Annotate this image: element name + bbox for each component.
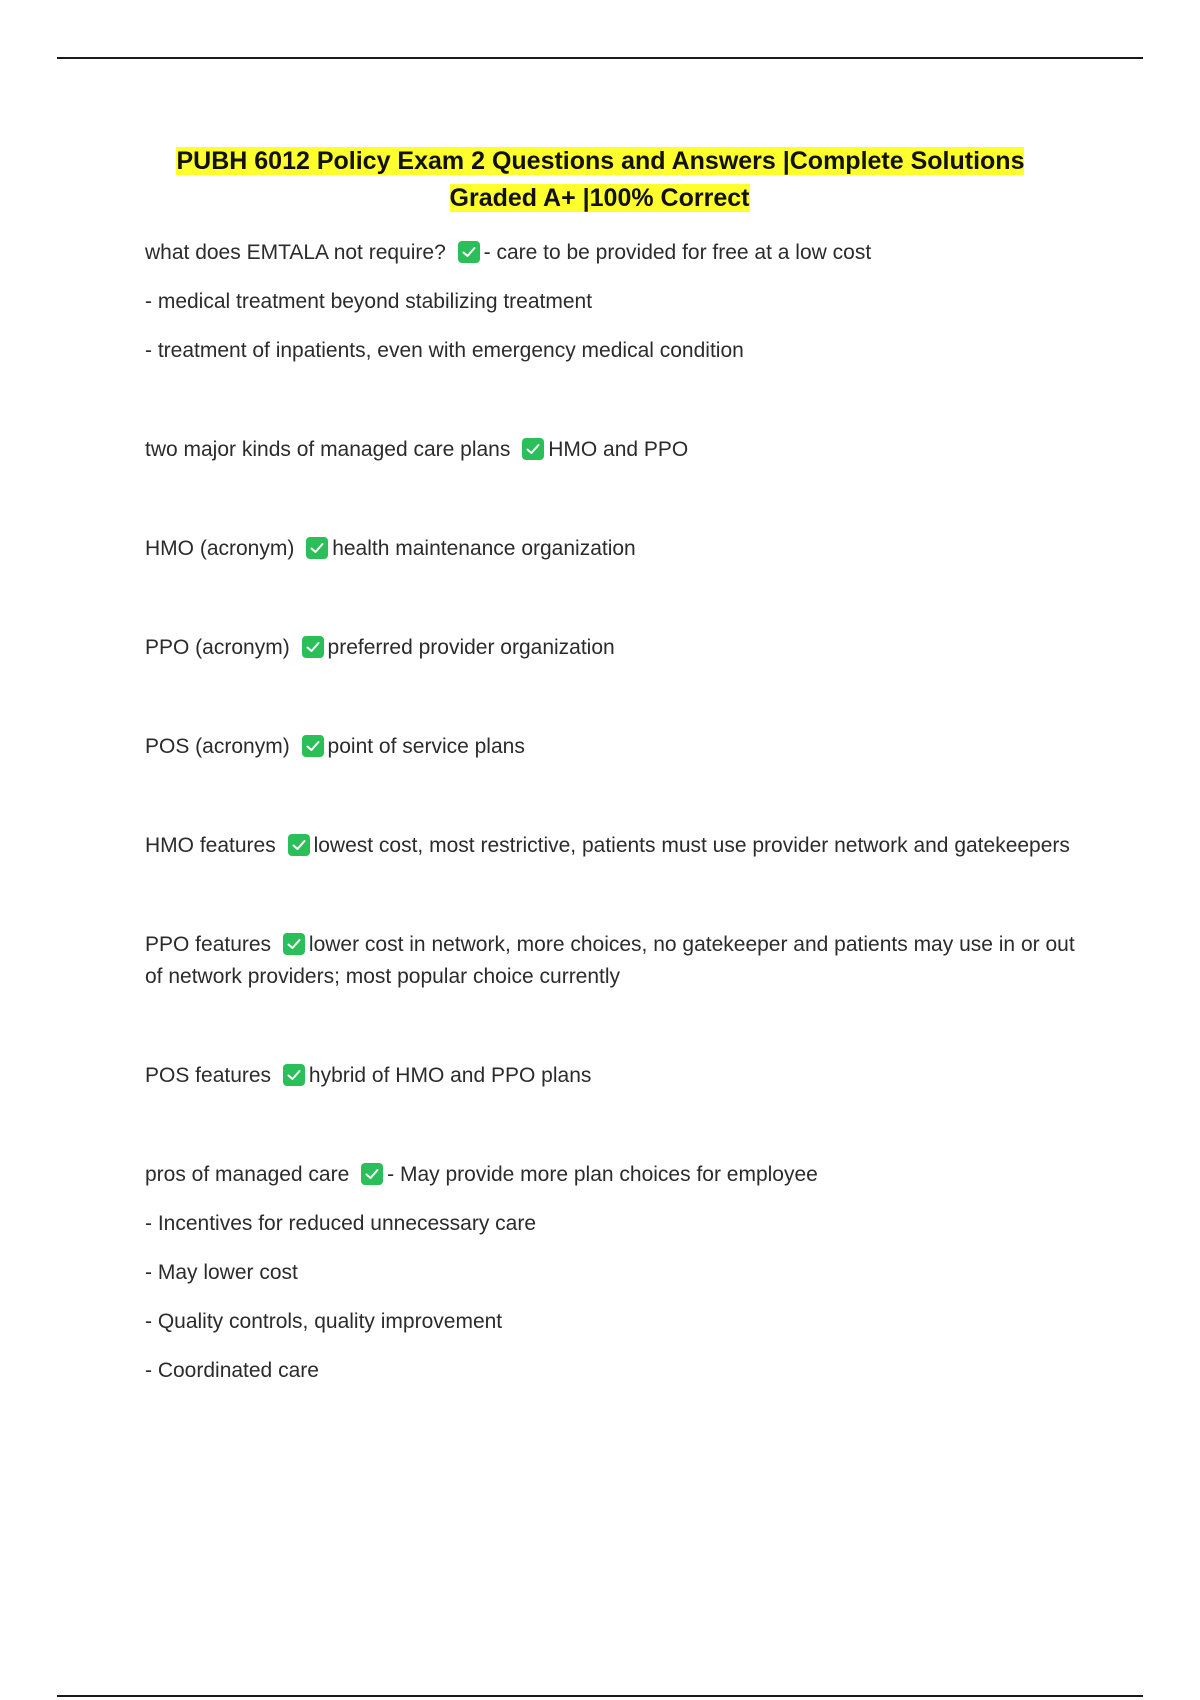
answer-text: hybrid of HMO and PPO plans [308, 1064, 592, 1087]
check-mark-icon [302, 636, 324, 658]
answer-text: HMO and PPO [548, 438, 689, 461]
answer-text: lower cost in network, more choices, no gatekeeper and patients may use in or out of network providers; most popular choice currently [145, 933, 1075, 988]
check-mark-icon [283, 933, 305, 955]
check-mark-icon [458, 241, 480, 263]
qa-item [145, 632, 1095, 664]
answer-continuation: - medical treatment beyond stabilizing treatment [145, 290, 593, 313]
check-mark-icon [522, 438, 544, 460]
qa-item [145, 1060, 1095, 1092]
answer-continuation: - Quality controls, quality improvement [145, 1310, 503, 1333]
question-text: POS (acronym) [145, 735, 290, 758]
answer-text: preferred provider organization [327, 636, 615, 659]
answer-text: lowest cost, most restrictive, patients must use provider network and gatekeepers [313, 834, 1070, 857]
qa-item [145, 731, 1095, 763]
question-text: pros of managed care [145, 1163, 350, 1186]
qa-item [145, 533, 1095, 565]
check-mark-icon [283, 1064, 305, 1086]
check-mark-icon [306, 537, 328, 559]
answer-continuation: - Incentives for reduced unnecessary care [145, 1212, 537, 1235]
answer-text: point of service plans [327, 735, 525, 758]
check-mark-icon [361, 1163, 383, 1185]
qa-list [145, 237, 1095, 1387]
document-title-text: PUBH 6012 Policy Exam 2 Questions and Answers |Complete Solutions Graded A+ |100% Correct [176, 147, 1025, 212]
question-text: two major kinds of managed care plans [145, 438, 511, 461]
question-text: POS features [145, 1064, 272, 1087]
question-text: HMO (acronym) [145, 537, 295, 560]
qa-item [145, 237, 1095, 269]
answer-text: - care to be provided for free at a low cost [483, 241, 872, 264]
qa-item [145, 929, 1095, 993]
answer-continuation: - May lower cost [145, 1261, 298, 1284]
qa-item [145, 1159, 1095, 1191]
document-title [130, 143, 1070, 217]
question-text: what does EMTALA not require? [145, 241, 446, 264]
answer-text: health maintenance organization [332, 537, 636, 560]
check-mark-icon [288, 834, 310, 856]
check-mark-icon [302, 735, 324, 757]
bottom-rule [57, 1695, 1143, 1697]
question-text: PPO features [145, 933, 272, 956]
answer-text: - May provide more plan choices for employee [387, 1163, 818, 1186]
top-rule [57, 57, 1143, 59]
qa-item [145, 830, 1095, 862]
answer-continuation: - treatment of inpatients, even with emergency medical condition [145, 339, 744, 362]
qa-item [145, 434, 1095, 466]
question-text: PPO (acronym) [145, 636, 290, 659]
answer-continuation: - Coordinated care [145, 1359, 319, 1382]
question-text: HMO features [145, 834, 276, 857]
